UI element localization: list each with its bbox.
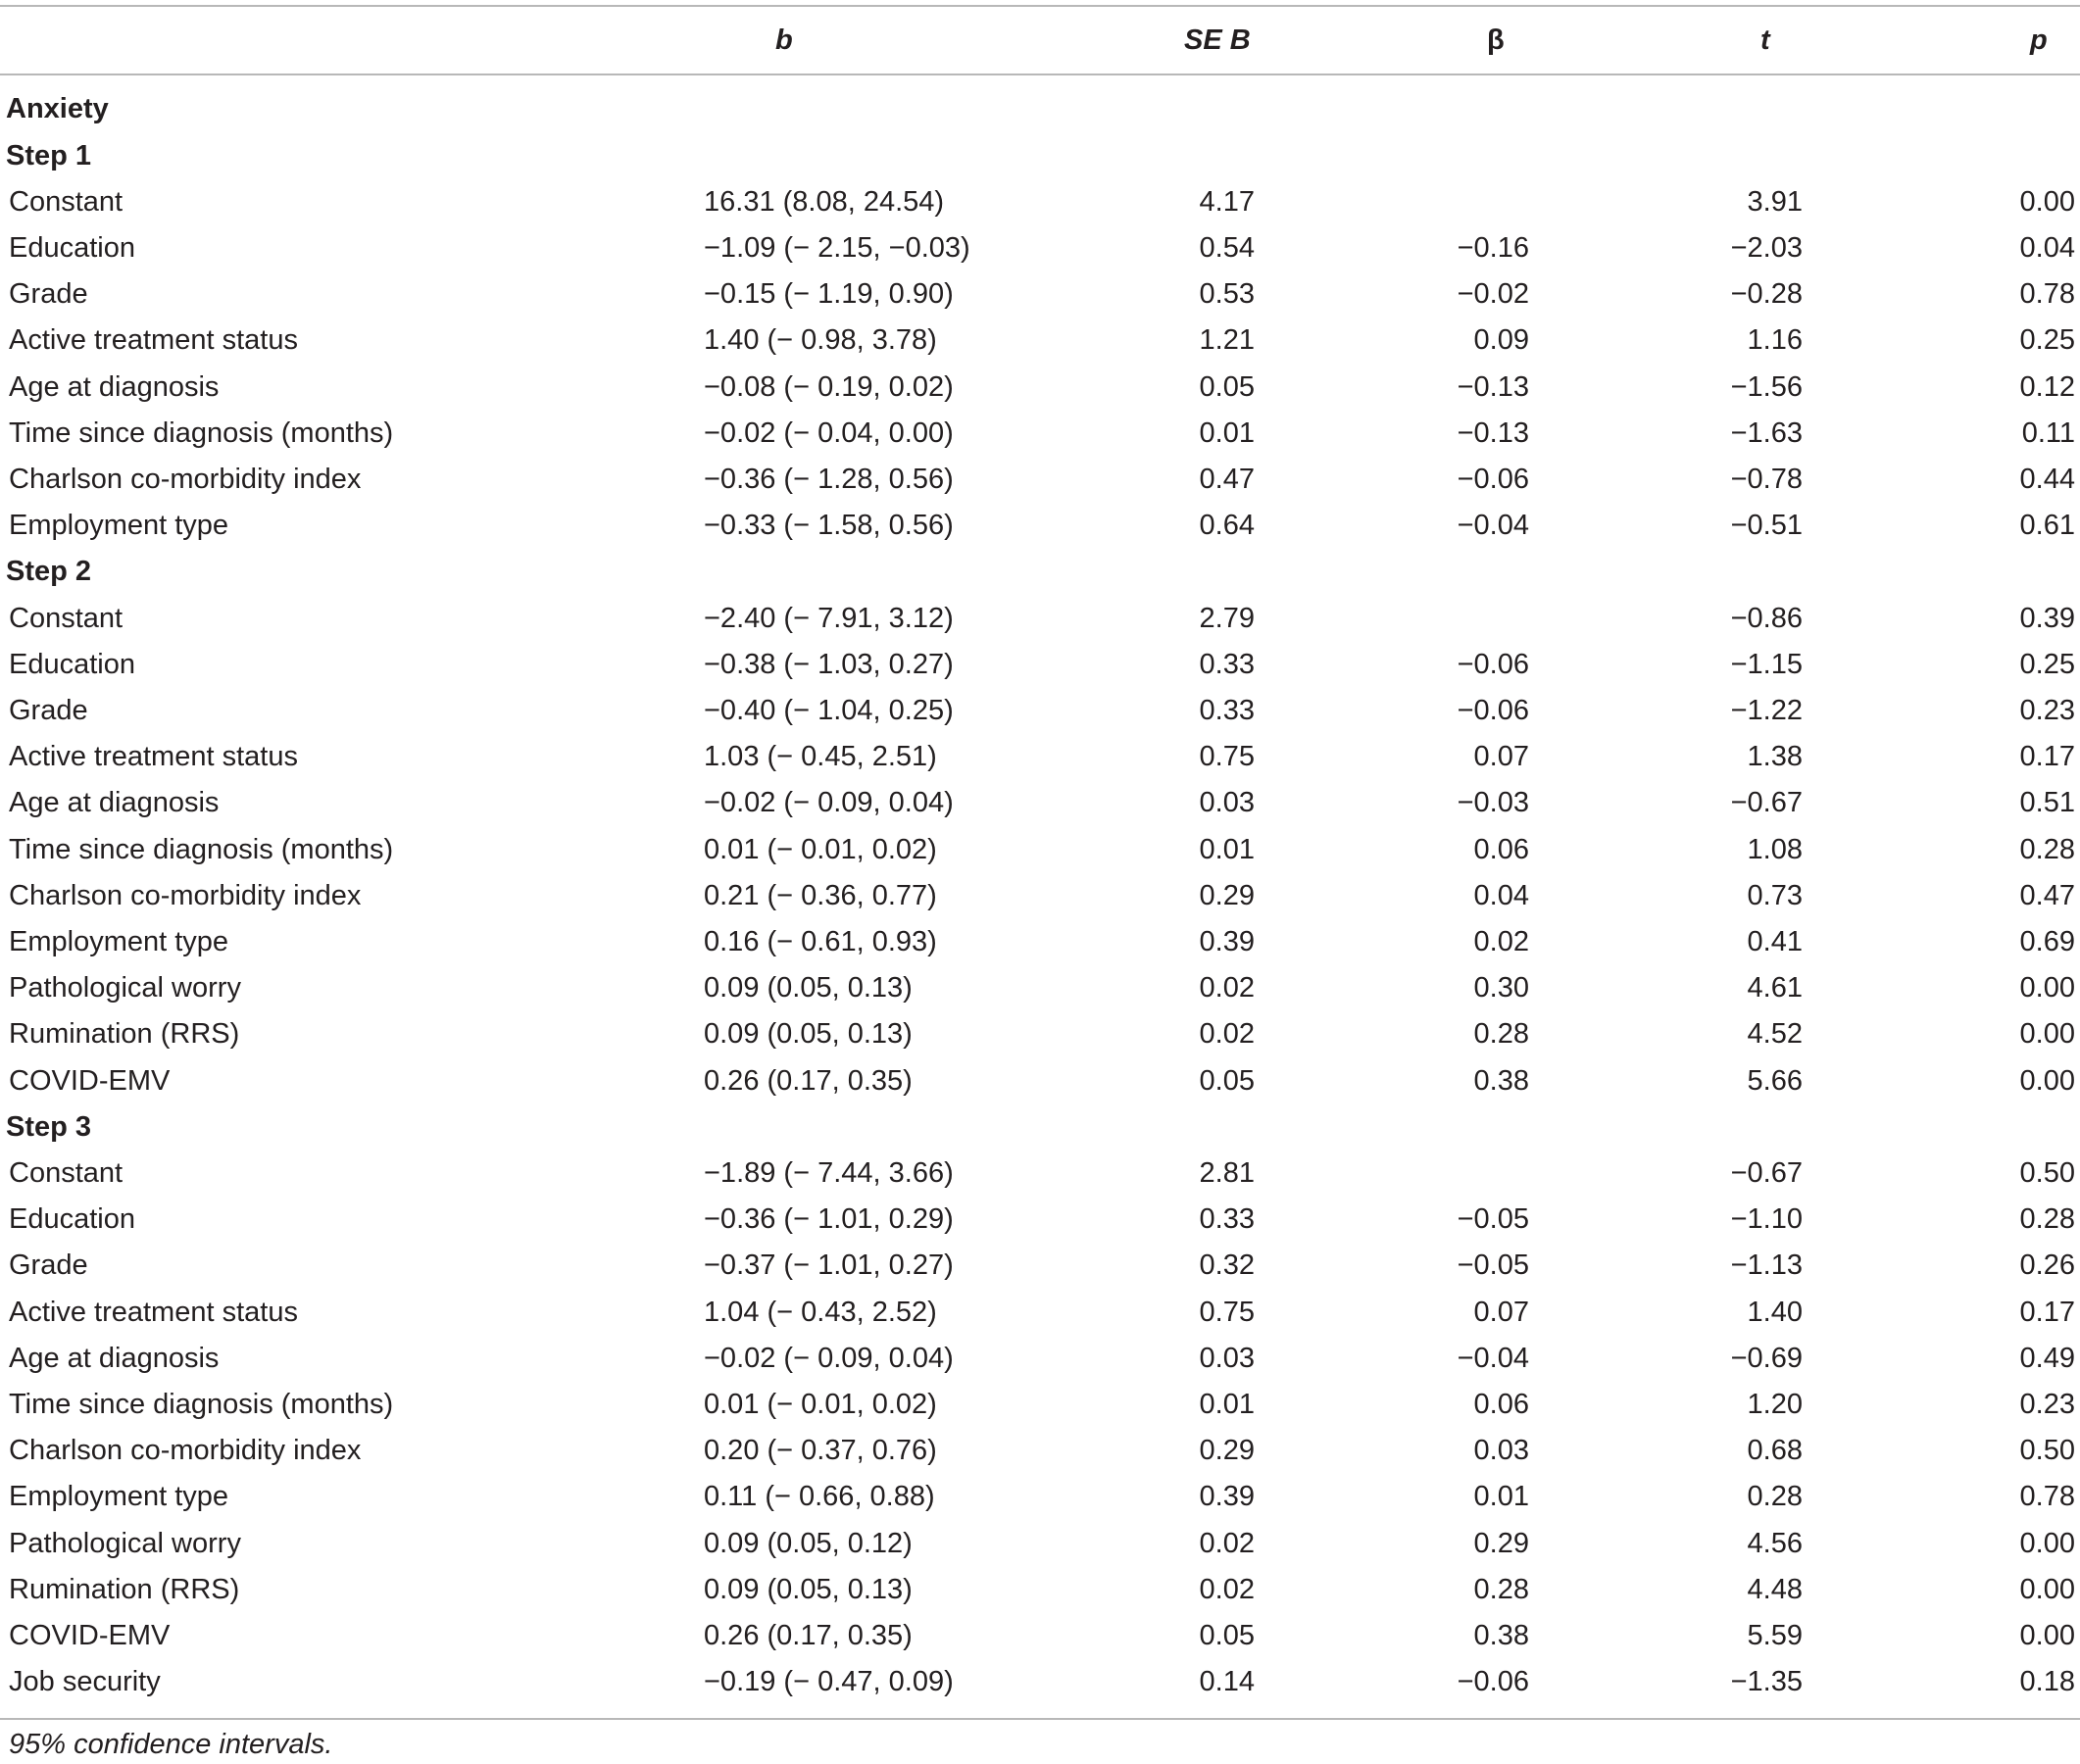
cell-p: 0.28 <box>2019 833 2075 865</box>
cell-t: −0.78 <box>1730 463 1803 495</box>
table-row <box>0 780 2080 826</box>
cell-beta: −0.06 <box>1457 694 1529 726</box>
cell-se-b: 0.33 <box>1199 648 1255 680</box>
cell-se-b: 0.29 <box>1199 879 1255 911</box>
cell-se-b: 0.05 <box>1199 1064 1255 1097</box>
step-title: Step 2 <box>6 556 92 588</box>
cell-variable: Education <box>9 231 135 264</box>
cell-b: 1.04 (− 0.43, 2.52) <box>704 1296 937 1328</box>
cell-t: −0.67 <box>1730 1156 1803 1189</box>
cell-variable: Education <box>9 1203 135 1236</box>
step-title: Step 3 <box>6 1110 92 1143</box>
cell-p: 0.00 <box>2019 1018 2075 1051</box>
cell-t: −1.56 <box>1730 370 1803 403</box>
cell-variable: COVID-EMV <box>9 1619 171 1651</box>
cell-beta: 0.01 <box>1473 1481 1529 1513</box>
step-title-row <box>0 133 2080 179</box>
cell-b: 0.01 (− 0.01, 0.02) <box>704 1388 937 1420</box>
cell-b: 0.20 (− 0.37, 0.76) <box>704 1435 937 1467</box>
cell-se-b: 0.03 <box>1199 1342 1255 1374</box>
cell-variable: Grade <box>9 694 88 726</box>
cell-se-b: 0.02 <box>1199 1018 1255 1051</box>
table-row <box>0 1382 2080 1428</box>
cell-b: 0.11 (− 0.66, 0.88) <box>704 1481 935 1513</box>
cell-beta: 0.02 <box>1473 925 1529 957</box>
cell-p: 0.00 <box>2019 1064 2075 1097</box>
cell-variable: Charlson co-morbidity index <box>9 463 362 495</box>
cell-t: 4.52 <box>1747 1018 1803 1051</box>
cell-b: −0.33 (− 1.58, 0.56) <box>704 510 954 542</box>
cell-p: 0.00 <box>2019 185 2075 218</box>
cell-beta: 0.28 <box>1473 1573 1529 1605</box>
cell-b: −0.19 (− 0.47, 0.09) <box>704 1666 954 1698</box>
cell-beta: −0.16 <box>1457 231 1529 264</box>
cell-t: 0.73 <box>1747 879 1803 911</box>
cell-b: −1.89 (− 7.44, 3.66) <box>704 1156 954 1189</box>
cell-variable: Employment type <box>9 510 229 542</box>
cell-p: 0.23 <box>2019 1388 2075 1420</box>
cell-se-b: 0.32 <box>1199 1250 1255 1282</box>
cell-p: 0.12 <box>2019 370 2075 403</box>
cell-b: 0.09 (0.05, 0.12) <box>704 1527 913 1559</box>
cell-beta: 0.38 <box>1473 1064 1529 1097</box>
cell-beta: 0.30 <box>1473 972 1529 1004</box>
cell-b: 0.21 (− 0.36, 0.77) <box>704 879 937 911</box>
header-beta: β <box>1487 24 1505 56</box>
cell-t: 0.28 <box>1747 1481 1803 1513</box>
cell-t: 5.66 <box>1747 1064 1803 1097</box>
table-row <box>0 1474 2080 1520</box>
table-row <box>0 1613 2080 1659</box>
cell-se-b: 0.01 <box>1199 1388 1255 1420</box>
cell-t: 4.61 <box>1747 972 1803 1004</box>
cell-variable: Time since diagnosis (months) <box>9 416 394 449</box>
cell-p: 0.04 <box>2019 231 2075 264</box>
cell-variable: Pathological worry <box>9 1527 241 1559</box>
cell-beta: −0.13 <box>1457 416 1529 449</box>
cell-p: 0.00 <box>2019 1573 2075 1605</box>
cell-p: 0.28 <box>2019 1203 2075 1236</box>
cell-se-b: 0.64 <box>1199 510 1255 542</box>
cell-t: −1.35 <box>1730 1666 1803 1698</box>
cell-variable: Age at diagnosis <box>9 370 220 403</box>
table-row <box>0 1011 2080 1057</box>
cell-beta: 0.07 <box>1473 1296 1529 1328</box>
cell-beta: 0.07 <box>1473 741 1529 773</box>
cell-se-b: 0.75 <box>1199 1296 1255 1328</box>
cell-se-b: 4.17 <box>1199 185 1255 218</box>
cell-variable: Grade <box>9 278 88 311</box>
cell-beta: 0.29 <box>1473 1527 1529 1559</box>
cell-p: 0.00 <box>2019 1619 2075 1651</box>
cell-variable: Pathological worry <box>9 972 241 1004</box>
cell-b: −2.40 (− 7.91, 3.12) <box>704 602 954 634</box>
cell-b: −0.37 (− 1.01, 0.27) <box>704 1250 954 1282</box>
cell-variable: Grade <box>9 1250 88 1282</box>
cell-t: 0.68 <box>1747 1435 1803 1467</box>
table-row <box>0 1521 2080 1567</box>
cell-variable: Age at diagnosis <box>9 1342 220 1374</box>
table-row <box>0 271 2080 318</box>
header-b: b <box>775 24 793 56</box>
cell-t: −1.15 <box>1730 648 1803 680</box>
cell-beta: 0.06 <box>1473 833 1529 865</box>
cell-p: 0.44 <box>2019 463 2075 495</box>
cell-b: −0.15 (− 1.19, 0.90) <box>704 278 954 311</box>
cell-se-b: 0.54 <box>1199 231 1255 264</box>
step-title: Step 1 <box>6 139 92 172</box>
table-footnote: 95% confidence intervals. <box>9 1729 333 1760</box>
cell-se-b: 0.01 <box>1199 416 1255 449</box>
cell-p: 0.50 <box>2019 1435 2075 1467</box>
table-row <box>0 596 2080 642</box>
table-row <box>0 734 2080 780</box>
cell-p: 0.61 <box>2019 510 2075 542</box>
cell-b: −0.02 (− 0.04, 0.00) <box>704 416 954 449</box>
cell-beta: −0.03 <box>1457 787 1529 819</box>
cell-t: 5.59 <box>1747 1619 1803 1651</box>
cell-b: −0.08 (− 0.19, 0.02) <box>704 370 954 403</box>
cell-beta: 0.04 <box>1473 879 1529 911</box>
table-row <box>0 1243 2080 1289</box>
table-row <box>0 411 2080 457</box>
cell-se-b: 0.33 <box>1199 1203 1255 1236</box>
table-row <box>0 919 2080 965</box>
cell-t: −0.28 <box>1730 278 1803 311</box>
cell-beta: 0.38 <box>1473 1619 1529 1651</box>
cell-b: −1.09 (− 2.15, −0.03) <box>704 231 970 264</box>
table-row <box>0 1058 2080 1104</box>
step-title-row <box>0 1104 2080 1151</box>
cell-variable: Employment type <box>9 925 229 957</box>
cell-variable: Job security <box>9 1666 161 1698</box>
header-se-b: SE B <box>1184 24 1251 56</box>
cell-b: −0.40 (− 1.04, 0.25) <box>704 694 954 726</box>
table-row <box>0 827 2080 873</box>
cell-b: 0.26 (0.17, 0.35) <box>704 1064 913 1097</box>
cell-p: 0.18 <box>2019 1666 2075 1698</box>
cell-b: 0.09 (0.05, 0.13) <box>704 1018 913 1051</box>
cell-p: 0.11 <box>2021 416 2075 449</box>
cell-p: 0.26 <box>2019 1250 2075 1282</box>
table-row <box>0 1428 2080 1474</box>
cell-beta: −0.04 <box>1457 510 1529 542</box>
top-rule <box>0 5 2080 7</box>
cell-t: 1.08 <box>1747 833 1803 865</box>
cell-p: 0.25 <box>2019 324 2075 357</box>
cell-variable: Active treatment status <box>9 324 298 357</box>
cell-p: 0.51 <box>2019 787 2075 819</box>
cell-t: −0.86 <box>1730 602 1803 634</box>
table-row <box>0 179 2080 225</box>
cell-p: 0.50 <box>2019 1156 2075 1189</box>
cell-p: 0.00 <box>2019 972 2075 1004</box>
cell-b: 0.01 (− 0.01, 0.02) <box>704 833 937 865</box>
cell-t: −1.22 <box>1730 694 1803 726</box>
step-title-row <box>0 549 2080 595</box>
cell-t: 1.40 <box>1747 1296 1803 1328</box>
cell-se-b: 0.33 <box>1199 694 1255 726</box>
cell-p: 0.69 <box>2019 925 2075 957</box>
cell-beta: −0.05 <box>1457 1250 1529 1282</box>
table-row <box>0 503 2080 549</box>
table-row <box>0 1336 2080 1382</box>
cell-t: 3.91 <box>1747 185 1803 218</box>
cell-se-b: 0.01 <box>1199 833 1255 865</box>
cell-variable: Education <box>9 648 135 680</box>
cell-b: 0.09 (0.05, 0.13) <box>704 1573 913 1605</box>
cell-variable: Constant <box>9 602 124 634</box>
table-row <box>0 1567 2080 1613</box>
cell-p: 0.17 <box>2019 741 2075 773</box>
cell-variable: Active treatment status <box>9 741 298 773</box>
cell-se-b: 0.29 <box>1199 1435 1255 1467</box>
cell-variable: Charlson co-morbidity index <box>9 879 362 911</box>
cell-beta: −0.13 <box>1457 370 1529 403</box>
bottom-rule <box>0 1718 2080 1720</box>
cell-se-b: 0.75 <box>1199 741 1255 773</box>
table-row <box>0 688 2080 734</box>
cell-b: −0.02 (− 0.09, 0.04) <box>704 787 954 819</box>
cell-beta: −0.06 <box>1457 648 1529 680</box>
cell-beta: 0.03 <box>1473 1435 1529 1467</box>
cell-se-b: 0.14 <box>1199 1666 1255 1698</box>
cell-t: −1.63 <box>1730 416 1803 449</box>
cell-t: −2.03 <box>1730 231 1803 264</box>
table-row <box>0 225 2080 271</box>
cell-beta: 0.06 <box>1473 1388 1529 1420</box>
cell-variable: Rumination (RRS) <box>9 1018 240 1051</box>
cell-variable: Employment type <box>9 1481 229 1513</box>
section-title-anxiety <box>0 86 2080 132</box>
table-row <box>0 873 2080 919</box>
cell-beta: −0.06 <box>1457 463 1529 495</box>
cell-se-b: 0.02 <box>1199 1527 1255 1559</box>
table-row <box>0 1290 2080 1336</box>
cell-variable: Rumination (RRS) <box>9 1573 240 1605</box>
cell-t: 4.56 <box>1747 1527 1803 1559</box>
cell-variable: Constant <box>9 185 124 218</box>
cell-p: 0.17 <box>2019 1296 2075 1328</box>
cell-beta: −0.04 <box>1457 1342 1529 1374</box>
cell-p: 0.47 <box>2019 879 2075 911</box>
cell-p: 0.49 <box>2019 1342 2075 1374</box>
cell-t: −0.67 <box>1730 787 1803 819</box>
cell-se-b: 0.53 <box>1199 278 1255 311</box>
table-row <box>0 1659 2080 1705</box>
cell-t: 1.16 <box>1747 324 1803 357</box>
cell-beta: −0.05 <box>1457 1203 1529 1236</box>
cell-t: −0.69 <box>1730 1342 1803 1374</box>
cell-beta: −0.06 <box>1457 1666 1529 1698</box>
cell-beta: 0.28 <box>1473 1018 1529 1051</box>
cell-p: 0.39 <box>2019 602 2075 634</box>
cell-t: −1.13 <box>1730 1250 1803 1282</box>
cell-p: 0.23 <box>2019 694 2075 726</box>
cell-variable: Charlson co-morbidity index <box>9 1435 362 1467</box>
table-row <box>0 642 2080 688</box>
table-row <box>0 457 2080 503</box>
cell-se-b: 0.05 <box>1199 1619 1255 1651</box>
cell-b: 0.16 (− 0.61, 0.93) <box>704 925 937 957</box>
table-row <box>0 1151 2080 1197</box>
table-row <box>0 365 2080 411</box>
cell-b: −0.36 (− 1.28, 0.56) <box>704 463 954 495</box>
cell-b: 16.31 (8.08, 24.54) <box>704 185 945 218</box>
table-row <box>0 1197 2080 1243</box>
cell-variable: Age at diagnosis <box>9 787 220 819</box>
section-title: Anxiety <box>6 93 109 124</box>
cell-se-b: 0.02 <box>1199 1573 1255 1605</box>
cell-t: −0.51 <box>1730 510 1803 542</box>
cell-t: 1.38 <box>1747 741 1803 773</box>
header-t: t <box>1760 24 1770 56</box>
cell-b: −0.36 (− 1.01, 0.29) <box>704 1203 954 1236</box>
cell-variable: Active treatment status <box>9 1296 298 1328</box>
cell-p: 0.00 <box>2019 1527 2075 1559</box>
cell-se-b: 0.05 <box>1199 370 1255 403</box>
cell-t: −1.10 <box>1730 1203 1803 1236</box>
header-row <box>0 18 2080 64</box>
cell-se-b: 1.21 <box>1199 324 1255 357</box>
cell-beta: −0.02 <box>1457 278 1529 311</box>
cell-variable: Time since diagnosis (months) <box>9 1388 394 1420</box>
cell-p: 0.25 <box>2019 648 2075 680</box>
header-rule <box>0 74 2080 75</box>
table-row <box>0 965 2080 1011</box>
cell-se-b: 0.02 <box>1199 972 1255 1004</box>
cell-t: 4.48 <box>1747 1573 1803 1605</box>
cell-p: 0.78 <box>2019 278 2075 311</box>
cell-t: 1.20 <box>1747 1388 1803 1420</box>
cell-se-b: 0.47 <box>1199 463 1255 495</box>
cell-t: 0.41 <box>1747 925 1803 957</box>
cell-b: 1.40 (− 0.98, 3.78) <box>704 324 937 357</box>
cell-se-b: 0.39 <box>1199 1481 1255 1513</box>
cell-p: 0.78 <box>2019 1481 2075 1513</box>
cell-se-b: 2.79 <box>1199 602 1255 634</box>
cell-beta: 0.09 <box>1473 324 1529 357</box>
cell-variable: COVID-EMV <box>9 1064 171 1097</box>
cell-b: −0.38 (− 1.03, 0.27) <box>704 648 954 680</box>
cell-variable: Time since diagnosis (months) <box>9 833 394 865</box>
cell-b: 1.03 (− 0.45, 2.51) <box>704 741 937 773</box>
cell-b: 0.09 (0.05, 0.13) <box>704 972 913 1004</box>
cell-se-b: 2.81 <box>1199 1156 1255 1189</box>
cell-variable: Constant <box>9 1156 124 1189</box>
table-row <box>0 318 2080 364</box>
cell-b: −0.02 (− 0.09, 0.04) <box>704 1342 954 1374</box>
header-p: p <box>2030 24 2048 56</box>
cell-b: 0.26 (0.17, 0.35) <box>704 1619 913 1651</box>
cell-se-b: 0.39 <box>1199 925 1255 957</box>
cell-se-b: 0.03 <box>1199 787 1255 819</box>
